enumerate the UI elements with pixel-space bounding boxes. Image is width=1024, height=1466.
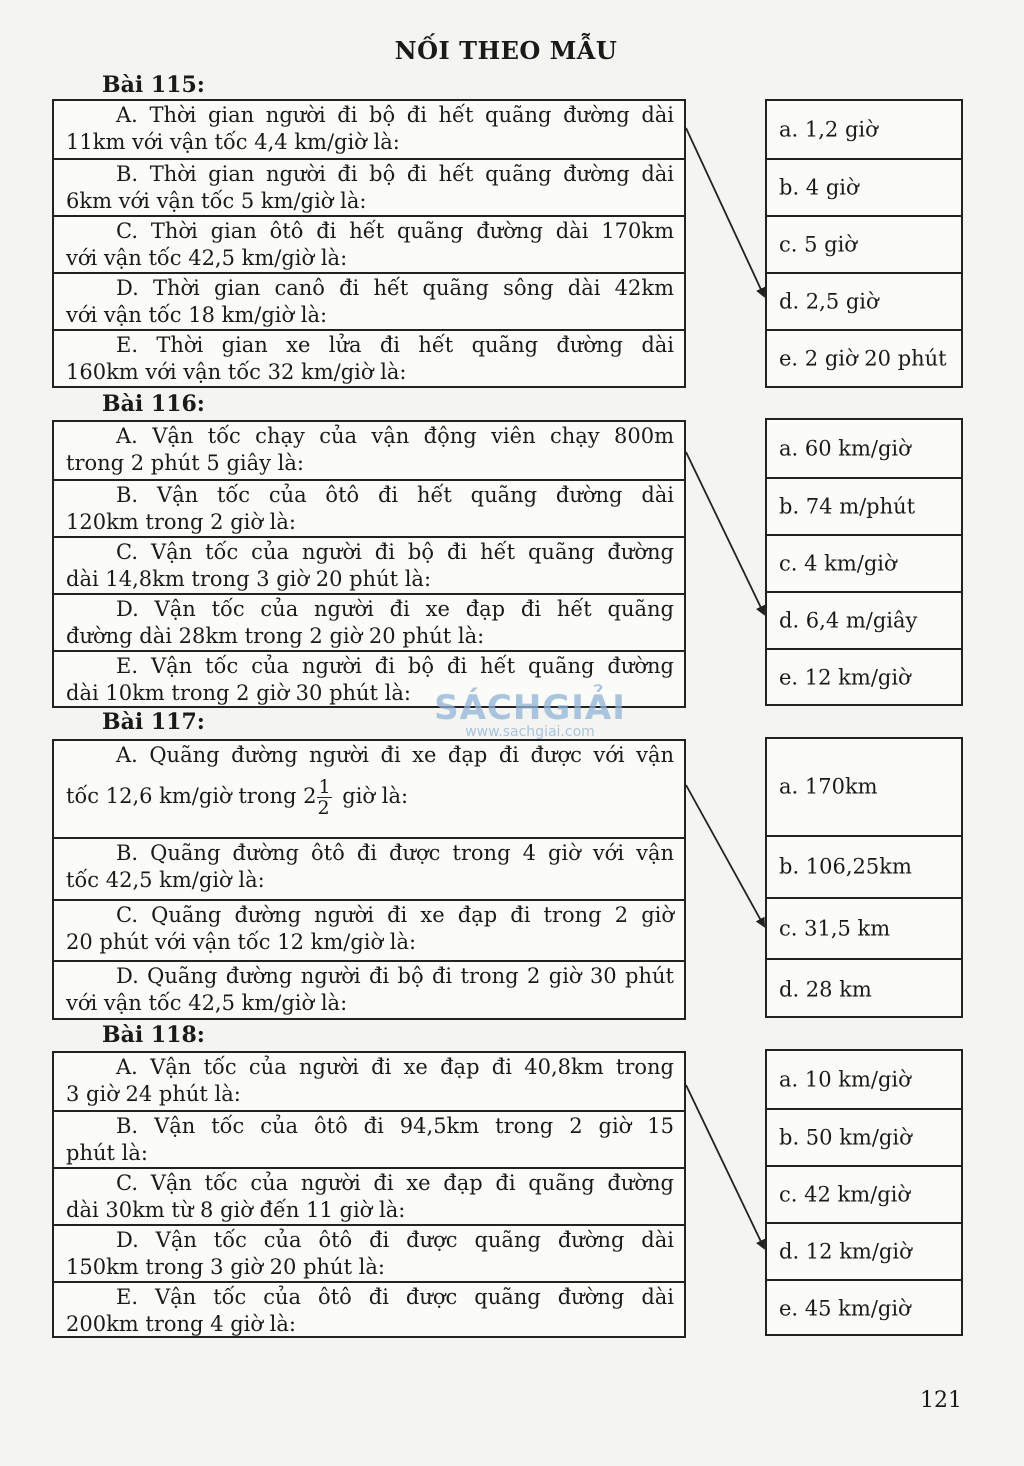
answer-115-e: e. 2 giờ 20 phút [767, 329, 961, 386]
answer-118-a: a. 10 km/giờ [779, 1067, 911, 1091]
answer-116-a: a. 60 km/giờ [779, 436, 911, 460]
watermark [410, 688, 650, 740]
answer-116-e: e. 12 km/giờ [767, 648, 961, 705]
answer-115-d: d. 2,5 giờ [767, 272, 961, 329]
question-117-d: D. Quãng đường người đi bộ đi trong 2 giờ 30 phút với vận tốc 42,5 km/giờ là: [54, 960, 684, 1022]
page-number: 121 [920, 1388, 962, 1413]
watermark-logo: SÁCHGIẢI [434, 688, 626, 728]
arrow-115-a-to-d [686, 128, 764, 296]
section-title-116: Bài 116: [102, 391, 205, 417]
question-118-a: A. Vận tốc của người đi xe đạp đi 40,8km trong 3 giờ 24 phút là: [66, 1055, 674, 1106]
answer-117-a: a. 170km [779, 774, 878, 799]
answer-117-b: b. 106,25km [767, 835, 961, 897]
question-118-c: C. Vận tốc của người đi xe đạp đi quãng đường dài 30km từ 8 giờ đến 11 giờ là: [54, 1167, 684, 1224]
fraction-one-half: $\frac{1}{2}$ [317, 776, 331, 819]
answer-116-b: b. 74 m/phút [767, 477, 961, 534]
answer-117-d: d. 28 km [767, 958, 961, 1020]
question-115-d: D. Thời gian canô đi hết quãng sông dài 42km với vận tốc 18 km/giờ là: [54, 272, 684, 329]
answer-118-d: d. 12 km/giờ [767, 1222, 961, 1279]
question-118-b: B. Vận tốc của ôtô đi 94,5km trong 2 giờ 15 phút là: [54, 1110, 684, 1167]
answer-118-e: e. 45 km/giờ [767, 1279, 961, 1336]
question-116-e: E. Vận tốc của người đi bộ đi hết quãng đường dài 10km trong 2 giờ 30 phút là: [54, 650, 684, 707]
arrow-118-a-to-d [686, 1085, 764, 1248]
section-title-118: Bài 118: [102, 1022, 205, 1048]
answer-118-b: b. 50 km/giờ [767, 1108, 961, 1165]
question-115-b: B. Thời gian người đi bộ đi hết quãng đường dài 6km với vận tốc 5 km/giờ là: [54, 158, 684, 215]
question-116-b: B. Vận tốc của ôtô đi hết quãng đường dài 120km trong 2 giờ là: [54, 479, 684, 536]
answer-115-c: c. 5 giờ [767, 215, 961, 272]
answer-116-c: c. 4 km/giờ [767, 534, 961, 591]
watermark-url: www.sachgiai.com [465, 724, 595, 740]
answer-116-d: d. 6,4 m/giây [767, 591, 961, 648]
section-title-117: Bài 117: [102, 709, 205, 735]
section-title-115: Bài 115: [102, 72, 205, 98]
question-117-c: C. Quãng đường người đi xe đạp đi trong 2 giờ 20 phút với vận tốc 12 km/giờ là: [54, 899, 684, 960]
question-116-d: D. Vận tốc của người đi xe đạp đi hết quãng đường dài 28km trong 2 giờ 20 phút là: [54, 593, 684, 650]
question-118-e: E. Vận tốc của ôtô đi được quãng đường dài 200km trong 4 giờ là: [54, 1281, 684, 1338]
question-117-b: B. Quãng đường ôtô đi được trong 4 giờ với vận tốc 42,5 km/giờ là: [54, 837, 684, 899]
arrow-116-a-to-d [686, 452, 764, 614]
answer-118-c: c. 42 km/giờ [767, 1165, 961, 1222]
question-116-a: A. Vận tốc chạy của vận động viên chạy 800m trong 2 phút 5 giây là: [66, 424, 674, 475]
question-115-c: C. Thời gian ôtô đi hết quãng đường dài 170km với vận tốc 42,5 km/giờ là: [54, 215, 684, 272]
page-title: NỐI THEO MẪU [394, 36, 618, 65]
question-115-e: E. Thời gian xe lửa đi hết quãng đường dài 160km với vận tốc 32 km/giờ là: [54, 329, 684, 386]
arrow-117-a-to-c [686, 785, 764, 926]
question-115-a: A. Thời gian người đi bộ đi hết quãng đường dài 11km với vận tốc 4,4 km/giờ là: [66, 103, 674, 154]
question-116-c: C. Vận tốc của người đi bộ đi hết quãng đường dài 14,8km trong 3 giờ 20 phút là: [54, 536, 684, 593]
question-118-d: D. Vận tốc của ôtô đi được quãng đường dài 150km trong 3 giờ 20 phút là: [54, 1224, 684, 1281]
answer-115-a: a. 1,2 giờ [779, 117, 878, 141]
question-117-a: A. Quãng đường người đi xe đạp đi được với vận tốc 12,6 km/giờ trong 2 $\frac{1}{2}$ giờ là: [66, 743, 674, 819]
answer-115-b: b. 4 giờ [767, 158, 961, 215]
answer-117-c: c. 31,5 km [767, 897, 961, 958]
